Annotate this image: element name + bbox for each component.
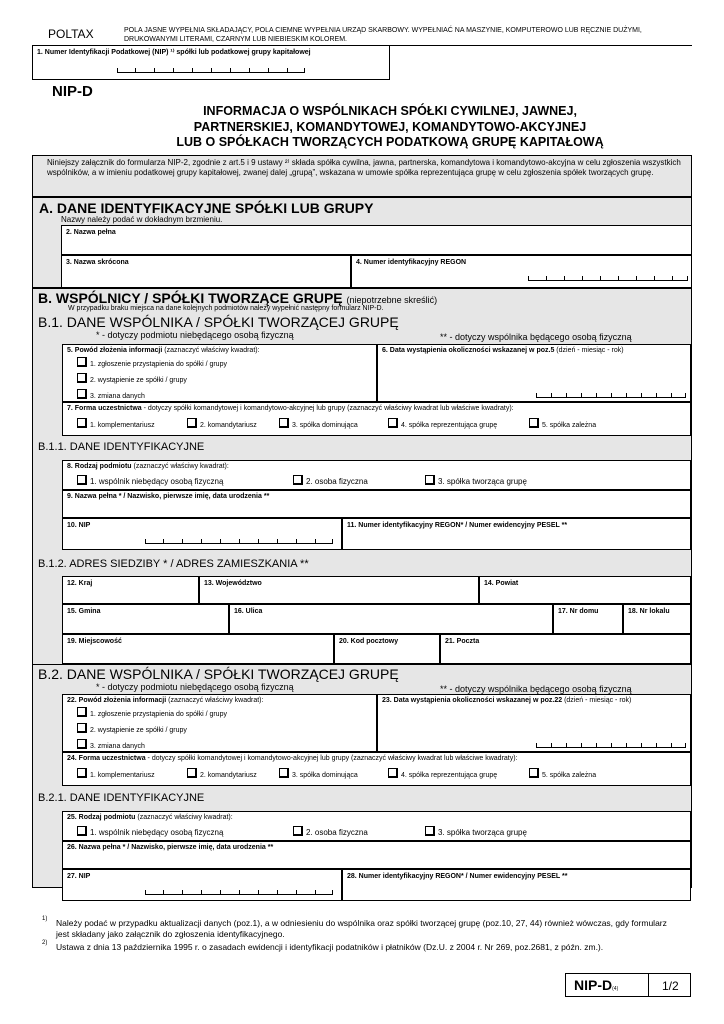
field-23-date[interactable] <box>377 694 691 752</box>
field-26-name[interactable] <box>62 841 691 869</box>
checkbox[interactable] <box>388 418 398 428</box>
field-4-label: 4. Numer identyfikacyjny REGON <box>356 259 467 266</box>
nip-ticks <box>145 539 333 544</box>
field-24-participation <box>62 752 691 786</box>
b2-divider <box>32 664 692 665</box>
field-5-option-2[interactable]: 2. wystąpienie ze spółki / grupy <box>77 373 187 384</box>
field-5-reason <box>62 344 377 402</box>
footnote-2-mark: 2) <box>42 940 48 946</box>
checkbox[interactable] <box>77 475 87 485</box>
field-5-option-3[interactable]: 3. zmiana danych <box>77 389 145 400</box>
section-b-note: W przypadku braku miejsca na dane kolejnych podmiotów należy wypełnić następny formularz NIP-D. <box>68 305 384 312</box>
field-22-reason <box>62 694 377 752</box>
field-6-date[interactable] <box>377 344 691 402</box>
field-3-name-short[interactable] <box>61 255 351 288</box>
checkbox[interactable] <box>77 357 87 367</box>
field-25-option-3[interactable]: 3. spółka tworząca grupę <box>425 826 527 837</box>
checkbox[interactable] <box>293 475 303 485</box>
field-11-regon-pesel[interactable] <box>342 518 691 550</box>
b2-star2: ** - dotyczy wspólnika będącego osobą fizyczną <box>440 684 632 694</box>
field-2-label: 2. Nazwa pełna <box>66 229 116 236</box>
b11-title: B.1.1. DANE IDENTYFIKACYJNE <box>38 441 205 453</box>
checkbox[interactable] <box>77 389 87 399</box>
form-code: NIP-D <box>52 83 93 100</box>
title-line-2: PARTNERSKIEJ, KOMANDYTOWEJ, KOMANDYTOWO-AKCYJNEJ <box>193 119 587 134</box>
field-27-nip[interactable] <box>62 869 342 901</box>
checkbox[interactable] <box>187 418 197 428</box>
field-24-option-4[interactable]: 4. spółka reprezentująca grupę <box>388 768 497 779</box>
field-21-label: 21. Poczta <box>445 638 480 645</box>
field-22-option-3[interactable]: 3. zmiana danych <box>77 739 145 750</box>
page-number: 1/2 <box>662 979 679 993</box>
field-24-option-2[interactable]: 2. komandytariusz <box>187 768 257 779</box>
checkbox[interactable] <box>77 418 87 428</box>
checkbox[interactable] <box>77 707 87 717</box>
field-7-label: 7. Forma uczestnictwa - dotyczy spółki komandytowej i komandytowo-akcyjnej lub grupy (zaznaczyć właściwy kwadrat lub właściwe kwadraty): <box>67 405 514 412</box>
field-14-county[interactable] <box>479 576 691 604</box>
b12-title: B.1.2. ADRES SIEDZIBY * / ADRES ZAMIESZKANIA ** <box>38 558 309 570</box>
field-8-entity-type <box>62 460 691 490</box>
field-7-option-5[interactable]: 5. spółka zależna <box>529 418 596 429</box>
field-28-label: 28. Numer identyfikacyjny REGON* / Numer ewidencyjny PESEL ** <box>347 873 568 880</box>
intro-text: Niniejszy załącznik do formularza NIP-2, zgodnie z art.5 i 9 ustawy ²⁾ składa spółka cywilna, jawna, partnerska, komandytowa i komandytowo-akcyjna w celu zgłoszenia wszystkich wspólników, a w imieniu podatkowej grupy kapitałowej, zwanej dalej „grupą”, wskazana w umowie spółka reprezentująca grupę w celu zgłoszenia spółek tworzących grupę. <box>47 158 681 178</box>
field-5-label: 5. Powód złożenia informacji (zaznaczyć właściwy kwadrat): <box>67 347 260 354</box>
checkbox[interactable] <box>425 826 435 836</box>
page-title <box>100 104 680 151</box>
field-14-label: 14. Powiat <box>484 580 519 587</box>
field-18-label: 18. Nr lokalu <box>628 608 670 615</box>
field-7-participation <box>62 402 691 436</box>
checkbox[interactable] <box>77 739 87 749</box>
field-11-label: 11. Numer identyfikacyjny REGON* / Numer ewidencyjny PESEL ** <box>347 522 568 529</box>
b1-star1: * - dotyczy podmiotu niebędącego osobą fizyczną <box>96 330 294 340</box>
field-8-option-3[interactable]: 3. spółka tworząca grupę <box>425 475 527 486</box>
field-25-option-1[interactable]: 1. wspólnik niebędący osobą fizyczną <box>77 826 223 837</box>
field-19-city[interactable] <box>62 634 334 664</box>
date-ticks <box>536 393 686 398</box>
field-10-nip[interactable] <box>62 518 342 550</box>
field-24-option-1[interactable]: 1. komplementariusz <box>77 768 155 779</box>
field-9-label: 9. Nazwa pełna * / Nazwisko, pierwsze imię, data urodzenia ** <box>67 493 270 500</box>
field-12-label: 12. Kraj <box>67 580 93 587</box>
b1-star2: ** - dotyczy wspólnika będącego osobą fizyczną <box>440 332 632 342</box>
field-20-postal-code[interactable] <box>334 634 440 664</box>
intro-box <box>32 155 692 197</box>
field-9-name[interactable] <box>62 490 691 518</box>
nip-ticks <box>145 890 333 895</box>
field-3-label: 3. Nazwa skrócona <box>66 259 129 266</box>
title-line-1: INFORMACJA O WSPÓLNIKACH SPÓŁKI CYWILNEJ, JAWNEJ, <box>203 104 577 118</box>
field-20-label: 20. Kod pocztowy <box>339 638 399 645</box>
b2-star1: * - dotyczy podmiotu niebędącego osobą fizyczną <box>96 682 294 692</box>
field-7-option-2[interactable]: 2. komandytariusz <box>187 418 257 429</box>
field-24-label: 24. Forma uczestnictwa - dotyczy spółki komandytowej i komandytowo-akcyjnej lub grupy (zaznaczyć właściwy kwadrat lub właściwe kwadraty): <box>67 755 518 762</box>
section-a <box>32 197 692 288</box>
checkbox[interactable] <box>279 418 289 428</box>
field-13-label: 13. Województwo <box>204 580 262 587</box>
checkbox[interactable] <box>425 475 435 485</box>
checkbox[interactable] <box>279 768 289 778</box>
page-badge <box>565 973 691 997</box>
checkbox[interactable] <box>388 768 398 778</box>
field-6-label: 6. Data wystąpienia okoliczności wskazanej w poz.5 (dzień - miesiąc - rok) <box>382 347 624 354</box>
footnote-1: 1) Należy podać w przypadku aktualizacji danych (poz.1), a w odniesieniu do wspólnika oraz spółki tworzącej grupę (poz.10, 27, 44) również wówczas, gdy formularz jest składany jako załącznik do zgłoszenia identyfikacyjnego. <box>42 916 667 939</box>
checkbox[interactable] <box>529 768 539 778</box>
nip-ticks <box>117 68 305 73</box>
poltax-logo: POLTAX <box>48 27 94 41</box>
field-16-street[interactable] <box>229 604 553 634</box>
section-b-title: B. WSPÓLNICY / SPÓŁKI TWORZĄCE GRUPĘ (niepotrzebne skreślić) <box>38 290 438 306</box>
field-8-option-1[interactable]: 1. wspólnik niebędący osobą fizyczną <box>77 475 223 486</box>
field-1-label: 1. Numer Identyfikacji Podatkowej (NIP) ¹⁾ spółki lub podatkowej grupy kapitałowej <box>37 49 311 56</box>
badge-divider <box>648 974 649 996</box>
footnote-1-mark: 1) <box>42 916 48 922</box>
field-7-option-3[interactable]: 3. spółka dominująca <box>279 418 358 429</box>
checkbox[interactable] <box>77 373 87 383</box>
field-25-label: 25. Rodzaj podmiotu (zaznaczyć właściwy kwadrat): <box>67 814 233 821</box>
field-23-label: 23. Data wystąpienia okoliczności wskazanej w poz.22 (dzień - miesiąc - rok) <box>382 697 632 704</box>
field-5-option-1[interactable]: 1. zgłoszenie przystąpienia do spółki / grupy <box>77 357 227 368</box>
field-12-country[interactable] <box>62 576 199 604</box>
regon-ticks <box>528 276 688 281</box>
field-17-house-no[interactable] <box>553 604 623 634</box>
field-22-label: 22. Powód złożenia informacji (zaznaczyć właściwy kwadrat): <box>67 697 264 704</box>
badge-version: (4) <box>612 986 619 992</box>
field-4-regon[interactable] <box>351 255 692 288</box>
field-2-name-full[interactable] <box>61 225 692 255</box>
field-25-entity-type <box>62 811 691 841</box>
checkbox[interactable] <box>187 768 197 778</box>
field-15-label: 15. Gmina <box>67 608 101 615</box>
checkbox[interactable] <box>293 826 303 836</box>
field-18-apartment-no[interactable] <box>623 604 691 634</box>
field-15-commune[interactable] <box>62 604 229 634</box>
field-25-option-2[interactable]: 2. osoba fizyczna <box>293 826 368 837</box>
field-8-label: 8. Rodzaj podmiotu (zaznaczyć właściwy kwadrat): <box>67 463 229 470</box>
footnote-2: 2) Ustawa z dnia 13 października 1995 r. o zasadach ewidencji i identyfikacji podatników i płatników (Dz.U. z 2004 r. Nr 269, poz.2681, z późn. zm.). <box>42 940 604 952</box>
field-22-option-1[interactable]: 1. zgłoszenie przystąpienia do spółki / grupy <box>77 707 227 718</box>
checkbox[interactable] <box>77 723 87 733</box>
field-10-label: 10. NIP <box>67 522 91 529</box>
b1-title: B.1. DANE WSPÓLNIKA / SPÓŁKI TWORZĄCEJ GRUPĘ <box>38 314 399 330</box>
field-13-voivodeship[interactable] <box>199 576 479 604</box>
field-8-option-2[interactable]: 2. osoba fizyczna <box>293 475 368 486</box>
b2-title: B.2. DANE WSPÓLNIKA / SPÓŁKI TWORZĄCEJ GRUPĘ <box>38 666 399 682</box>
section-a-note: Nazwy należy podać w dokładnym brzmieniu. <box>61 215 223 224</box>
field-27-label: 27. NIP <box>67 873 91 880</box>
fill-instruction: POLA JASNE WYPEŁNIA SKŁADAJĄCY, POLA CIEMNE WYPEŁNIA URZĄD SKARBOWY. WYPEŁNIAĆ NA MASZYNIE, KOMPUTEROWO LUB RĘCZNIE DUŻYMI, DRUKOWANYMI LITERAMI, CZARNYM LUB NIEBIESKIM KOLOREM. <box>124 27 642 43</box>
field-16-label: 16. Ulica <box>234 608 263 615</box>
field-26-label: 26. Nazwa pełna * / Nazwisko, pierwsze imię, data urodzenia ** <box>67 844 274 851</box>
date-ticks <box>536 743 686 748</box>
checkbox[interactable] <box>77 826 87 836</box>
field-28-regon-pesel[interactable] <box>342 869 691 901</box>
field-17-label: 17. Nr domu <box>558 608 599 615</box>
field-19-label: 19. Miejscowość <box>67 638 122 645</box>
b21-title: B.2.1. DANE IDENTYFIKACYJNE <box>38 792 205 804</box>
section-b-title-note: (niepotrzebne skreślić) <box>346 295 438 305</box>
field-22-option-2[interactable]: 2. wystąpienie ze spółki / grupy <box>77 723 187 734</box>
field-7-option-1[interactable]: 1. komplementariusz <box>77 418 155 429</box>
field-24-option-5[interactable]: 5. spółka zależna <box>529 768 596 779</box>
checkbox[interactable] <box>77 768 87 778</box>
field-24-option-3[interactable]: 3. spółka dominująca <box>279 768 358 779</box>
field-7-option-4[interactable]: 4. spółka reprezentująca grupę <box>388 418 497 429</box>
badge-code: NIP-D(4) <box>574 977 619 993</box>
section-a-title: A. DANE IDENTYFIKACYJNE SPÓŁKI LUB GRUPY <box>39 200 374 216</box>
field-1-nip[interactable] <box>32 45 390 80</box>
title-line-3: LUB O SPÓŁKACH TWORZĄCYCH PODATKOWĄ GRUPĘ KAPITAŁOWĄ <box>176 135 604 150</box>
checkbox[interactable] <box>529 418 539 428</box>
field-21-post-office[interactable] <box>440 634 691 664</box>
